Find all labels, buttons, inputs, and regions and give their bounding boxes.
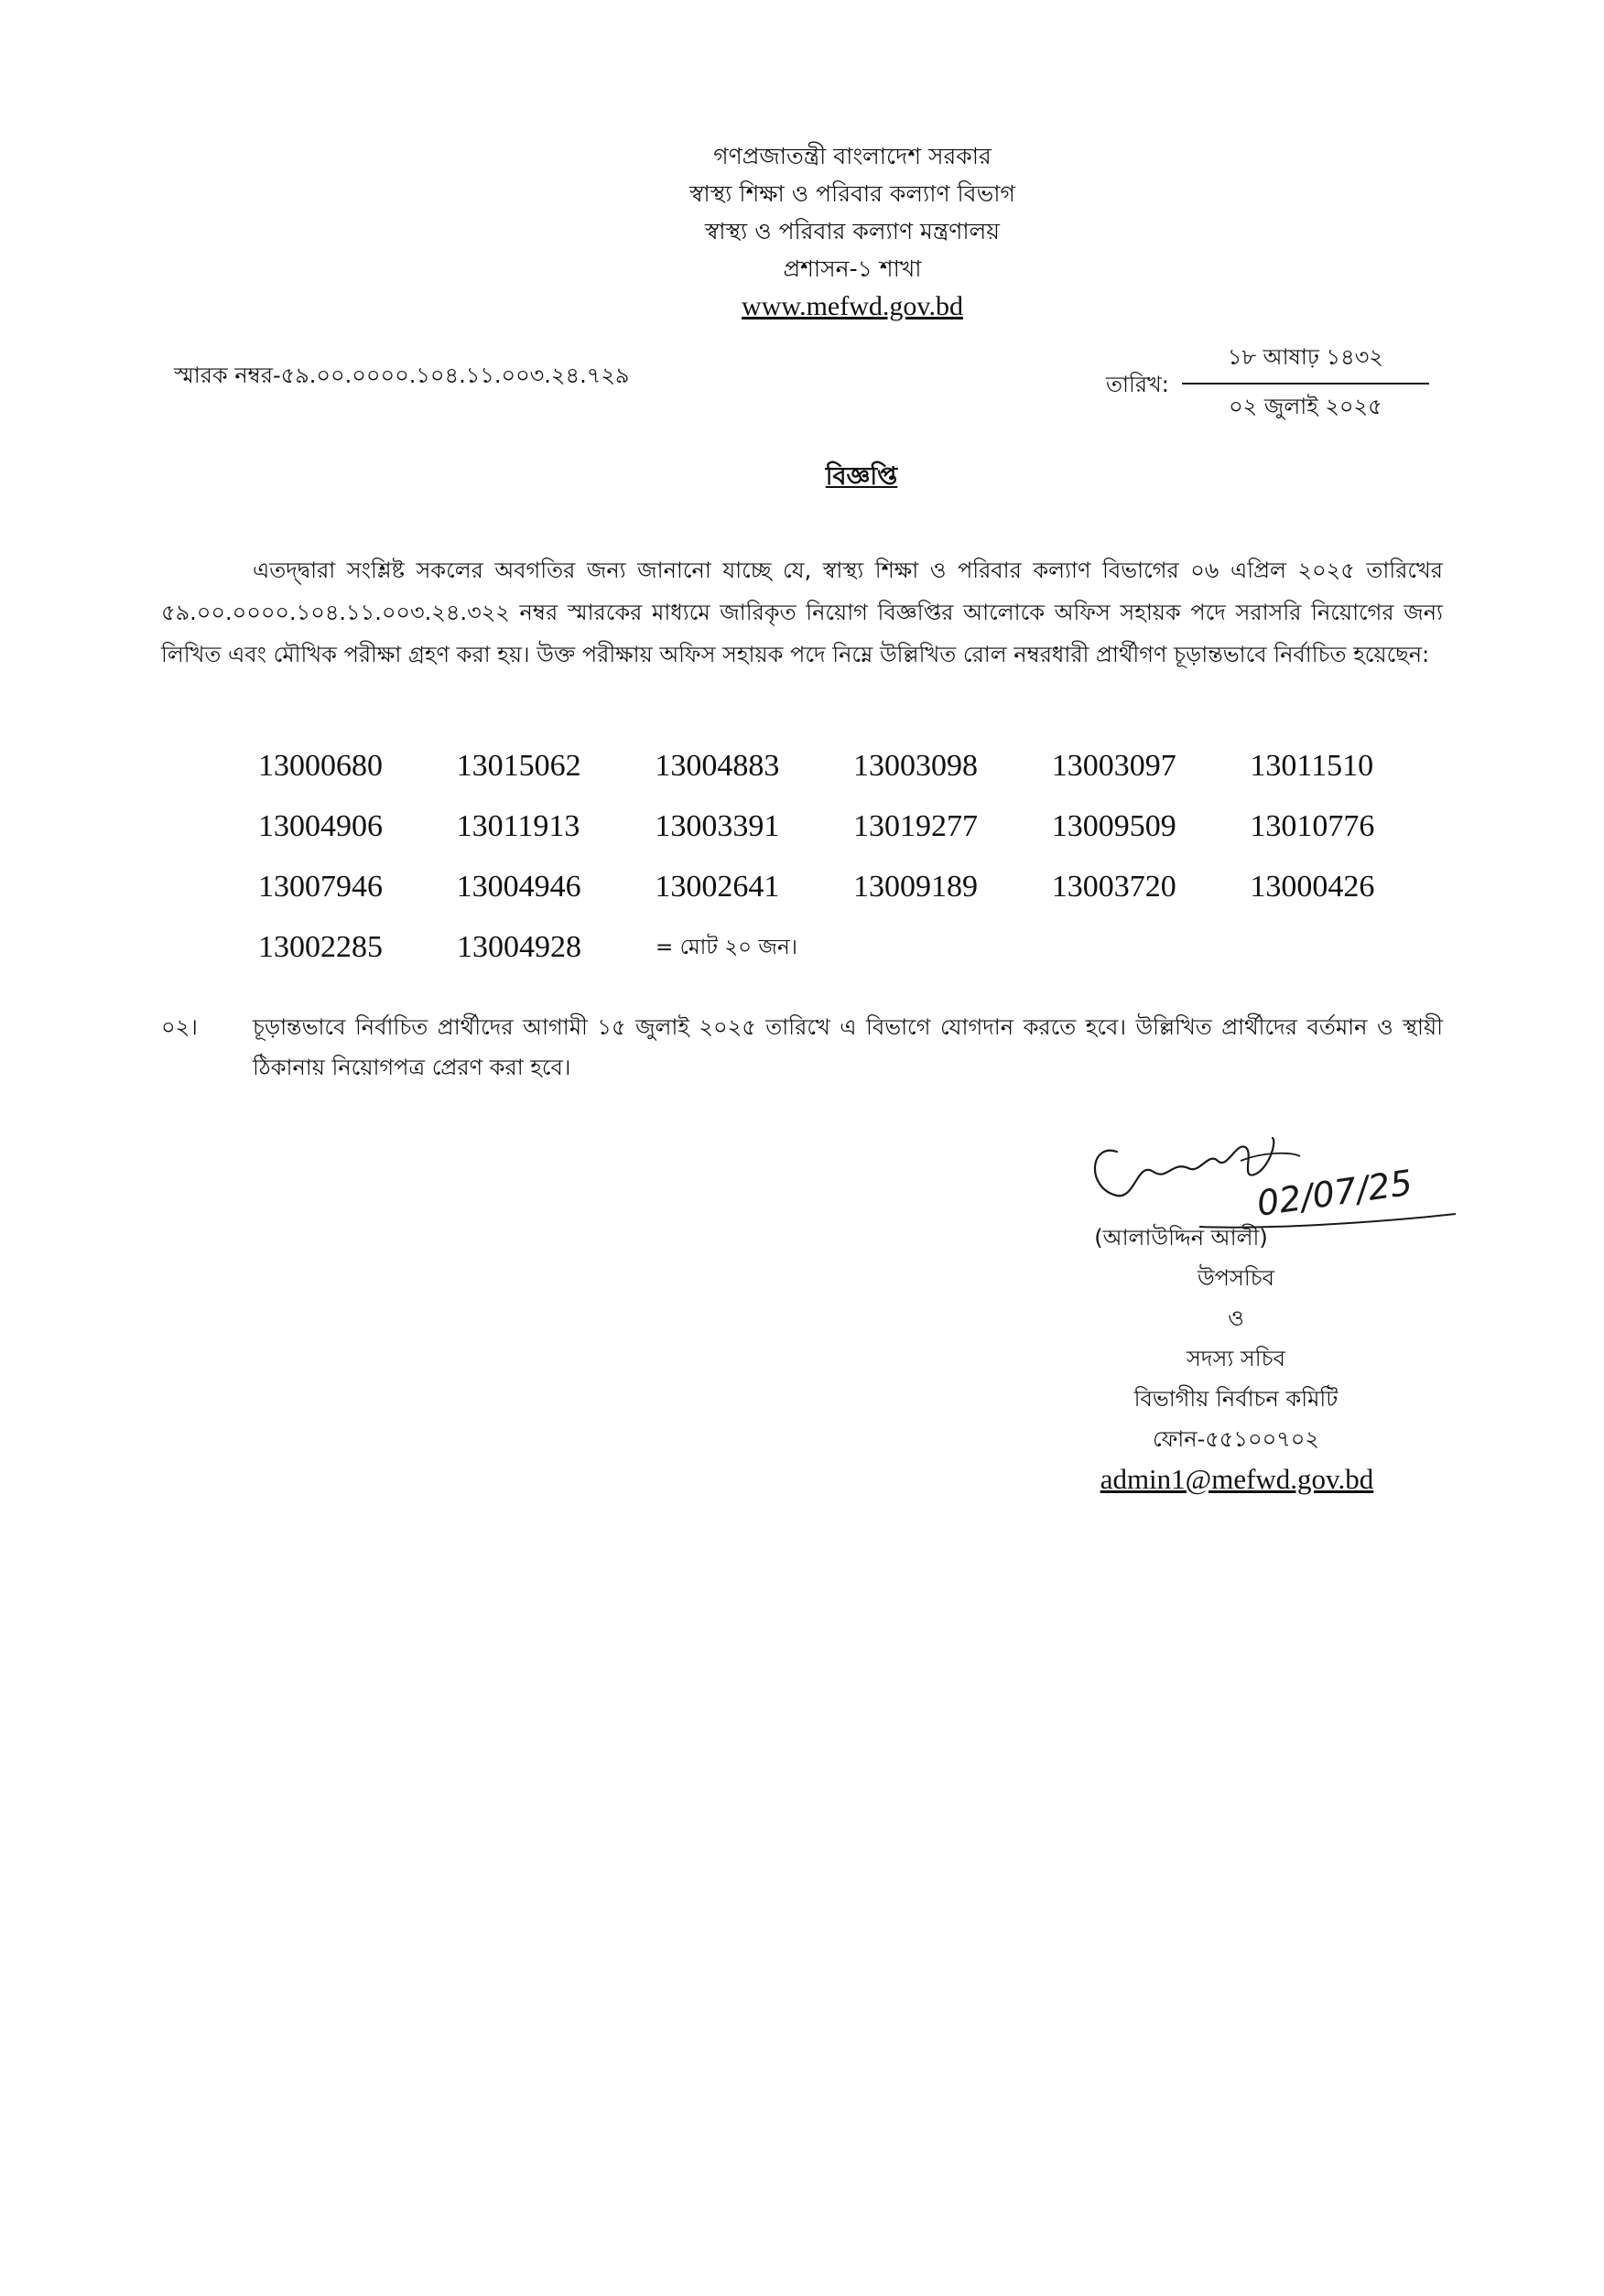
roll-number-list — [258, 736, 1448, 978]
date-label: তারিখ: — [1106, 372, 1169, 397]
roll-row — [258, 736, 1448, 796]
paragraph-joining — [161, 1007, 1443, 1088]
paragraph-joining-text: চূড়ান্তভাবে নির্বাচিত প্রার্থীদের আগামী ১৫ জুলাই ২০২৫ তারিখে এ বিভাগে যোগদান করতে হবে। উল্লিখিত প্রার্থীদের বর্তমান ও স্থায়ী ঠিকানায় নিয়োগপত্র প্রেরণ করা হবে। — [253, 1014, 1443, 1080]
signatory-email[interactable]: admin1@mefwd.gov.bd — [1100, 1463, 1374, 1495]
signatory-designation: উপসচিব — [1197, 1265, 1275, 1291]
roll-number: 13004883 — [655, 749, 780, 783]
roll-number: 13015062 — [456, 749, 581, 783]
date-block — [1106, 341, 1429, 427]
signatory-name: (আলাউদ্দিন আলী) — [1094, 1225, 1268, 1251]
roll-number: 13011913 — [456, 809, 580, 843]
roll-number: 13003720 — [1051, 870, 1176, 904]
signatory-block — [1007, 1218, 1465, 1496]
roll-row — [258, 796, 1448, 857]
date-gregorian: ০২ জুলাই ২০২৫ — [1229, 394, 1382, 419]
roll-number: 13003391 — [655, 809, 780, 843]
roll-row — [258, 917, 1448, 978]
division-name: স্বাস্থ্য শিক্ষা ও পরিবার কল্যাণ বিভাগ — [689, 180, 1015, 207]
signatory-phone: ফোন-৫৫১০০৭০২ — [1153, 1426, 1319, 1452]
signature-date: 02/07/25 — [1254, 1162, 1415, 1224]
roll-number: 13009509 — [1051, 809, 1176, 843]
roll-number: 13003098 — [853, 749, 979, 783]
roll-number: 13010776 — [1250, 809, 1375, 843]
paragraph-intro: এতদ্দ্বারা সংশ্লিষ্ট সকলের অবগতির জন্য জানানো যাচ্ছে যে, স্বাস্থ্য শিক্ষা ও পরিবার কল্যাণ বিভাগের ০৬ এপ্রিল ২০২৫ তারিখের ৫৯.০০.০০০০.১০৪.১১.০০৩.২৪.৩২২ নম্বর স্মারকের মাধ্যমে জারিকৃত নিয়োগ বিজ্ঞপ্তির আলোকে অফিস সহায়ক পদে সরাসরি নিয়োগের জন্য লিখিত এবং মৌখিক পরীক্ষা গ্রহণ করা হয়। উক্ত পরীক্ষায় অফিস সহায়ক পদে নিম্নে উল্লিখিত রোল নম্বরধারী প্রার্থীগণ চূড়ান্তভাবে নির্বাচিত হয়েছেন: — [161, 558, 1443, 667]
date-bangla: ১৮ আষাঢ় ১৪৩২ — [1182, 341, 1429, 384]
roll-number: 13000426 — [1250, 870, 1375, 904]
branch-name: প্রশাসন-১ শাখা — [783, 255, 922, 282]
date-stack — [1182, 341, 1429, 427]
notice-title — [0, 458, 1604, 499]
roll-number: 13011510 — [1250, 749, 1374, 783]
ministry-name: স্বাস্থ্য ও পরিবার কল্যাণ মন্ত্রণালয় — [705, 218, 1000, 244]
notice-title-text: বিজ্ঞপ্তি — [825, 462, 898, 491]
roll-number: 13004906 — [258, 809, 383, 843]
signatory-conjunction: ও — [1228, 1305, 1244, 1331]
roll-number: 13000680 — [258, 749, 383, 783]
roll-number: 13004946 — [456, 870, 581, 904]
letterhead — [0, 137, 1604, 322]
roll-total: = মোট ২০ জন। — [656, 935, 797, 959]
roll-number: 13002285 — [258, 930, 383, 964]
signatory-role: সদস্য সচিব — [1187, 1346, 1285, 1371]
roll-number: 13003097 — [1051, 749, 1176, 783]
website-link[interactable]: www.mefwd.gov.bd — [742, 291, 963, 321]
memo-number: স্মারক নম্বর-৫৯.০০.০০০০.১০৪.১১.০০৩.২৪.৭২৯ — [174, 363, 630, 388]
roll-number: 13009189 — [853, 870, 979, 904]
signatory-committee: বিভাগীয় নির্বাচন কমিটি — [1133, 1386, 1338, 1412]
paragraph-number: ০২। — [161, 1014, 198, 1040]
roll-number: 13007946 — [258, 870, 383, 904]
roll-number: 13004928 — [457, 930, 581, 964]
roll-row — [258, 857, 1448, 917]
roll-number: 13002641 — [655, 870, 780, 904]
govt-name: গণপ্রজাতন্ত্রী বাংলাদেশ সরকার — [713, 143, 992, 169]
roll-number: 13019277 — [853, 809, 979, 843]
